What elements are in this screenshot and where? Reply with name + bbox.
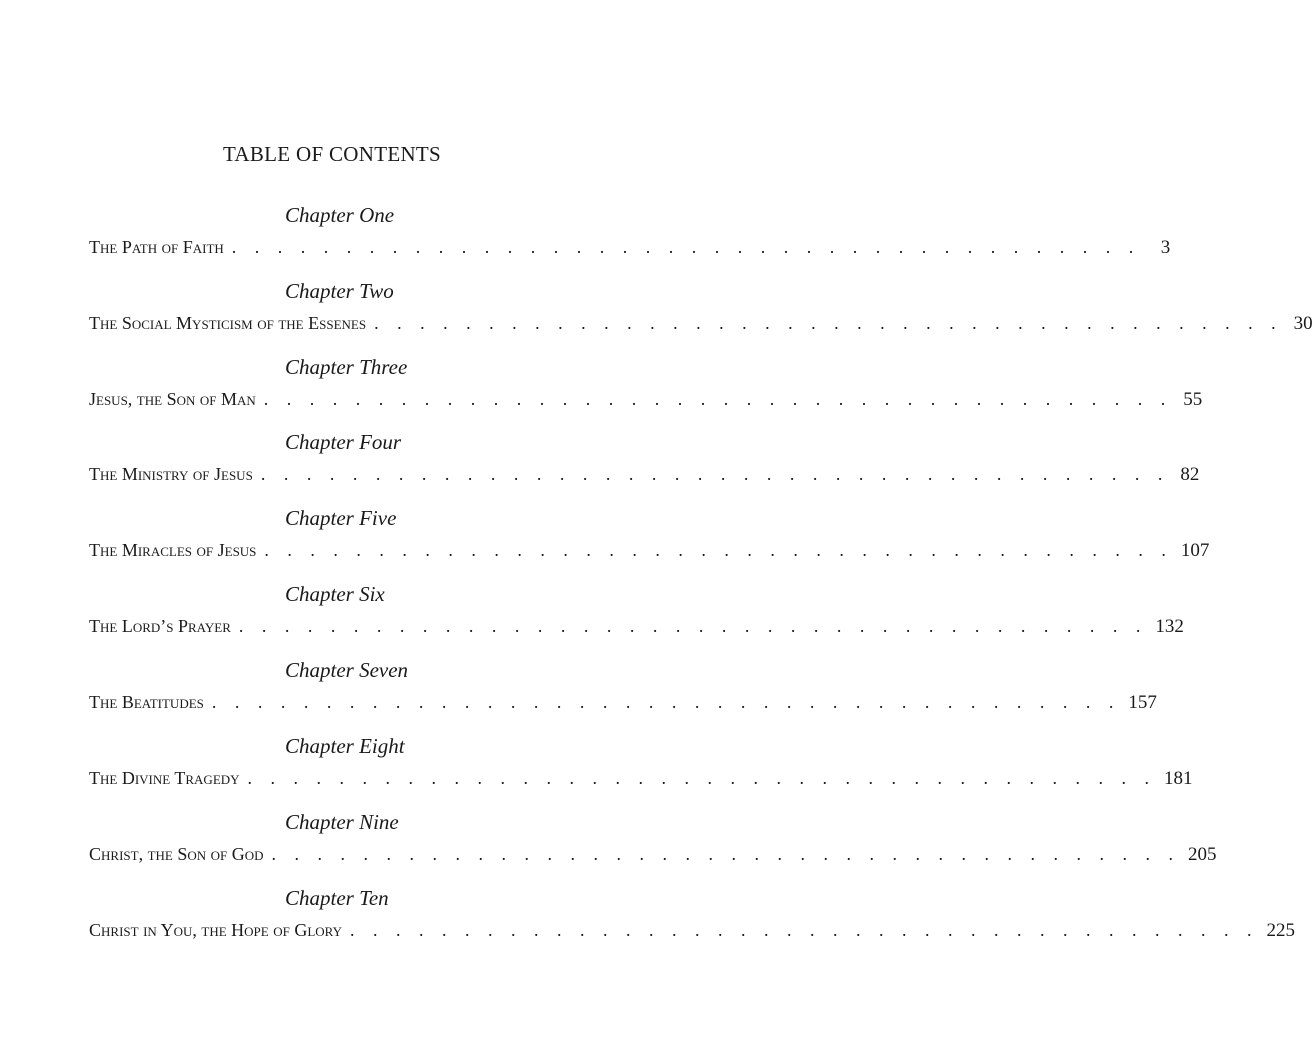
toc-entry: [89, 203, 1171, 279]
toc-entry: [89, 810, 1217, 886]
toc-entry: [89, 886, 1296, 962]
toc-line[interactable]: [89, 313, 1313, 335]
dot-leader: . . . . . . . . . . . . . . . . . . . . . . . . . . . . . . . . . . . . . . . .: [238, 616, 1148, 636]
page-number: 225: [1266, 920, 1296, 941]
chapter-label: Chapter Four: [285, 430, 402, 454]
chapter-label: Chapter Six: [285, 582, 385, 606]
chapter-label: Chapter Seven: [285, 658, 409, 682]
dot-leader: . . . . . . . . . . . . . . . . . . . . . . . . . . . . . . . . . . . . . . . .: [264, 540, 1173, 560]
toc-entry: [89, 430, 1200, 506]
toc-line[interactable]: [89, 540, 1210, 562]
toc-entry: [89, 279, 1313, 355]
toc-line[interactable]: [89, 464, 1200, 486]
chapter-title: The Beatitudes: [89, 692, 204, 712]
chapter-title: The Ministry of Jesus: [89, 464, 253, 484]
dot-leader: . . . . . . . . . . . . . . . . . . . . . . . . . . . . . . . . . . . . . . . .: [211, 692, 1121, 712]
chapter-label: Chapter Two: [285, 279, 394, 303]
page-number: 205: [1188, 844, 1217, 865]
chapter-label: Chapter Eight: [285, 734, 405, 758]
toc-line[interactable]: [89, 844, 1217, 866]
chapter-title: Jesus, the Son of Man: [89, 389, 256, 409]
chapter-title: The Lord’s Prayer: [89, 616, 231, 636]
page-number: 3: [1160, 237, 1171, 258]
dot-leader: . . . . . . . . . . . . . . . . . . . . . . . . . . . . . . . . . . . . . . . .: [231, 237, 1141, 257]
chapter-title: Christ in You, the Hope of Glory: [89, 920, 343, 940]
dot-leader: . . . . . . . . . . . . . . . . . . . . . . . . . . . . . . . . . . . . . . . .: [263, 389, 1173, 409]
chapter-label: Chapter One: [285, 203, 395, 227]
toc-entry: [89, 582, 1184, 658]
page-number: 107: [1180, 540, 1210, 561]
chapter-title: Christ, the Son of God: [89, 844, 264, 864]
page-number: 132: [1155, 616, 1184, 637]
page-title: TABLE OF CONTENTS: [222, 142, 442, 166]
dot-leader: . . . . . . . . . . . . . . . . . . . . . . . . . . . . . . . . . . . . . . . .: [247, 768, 1157, 788]
toc-line[interactable]: [89, 389, 1203, 411]
toc-line[interactable]: [89, 237, 1171, 259]
chapter-title: The Miracles of Jesus: [89, 540, 257, 560]
dot-leader: . . . . . . . . . . . . . . . . . . . . . . . . . . . . . . . . . . . . . . . .: [350, 920, 1259, 940]
page-number: 181: [1164, 768, 1193, 789]
chapter-title: The Divine Tragedy: [89, 768, 240, 788]
chapter-title: The Path of Faith: [89, 237, 224, 257]
toc-line[interactable]: [89, 920, 1296, 942]
dot-leader: . . . . . . . . . . . . . . . . . . . . . . . . . . . . . . . . . . . . . . . .: [271, 844, 1181, 864]
page-number: 30: [1293, 313, 1313, 334]
chapter-label: Chapter Five: [285, 506, 397, 530]
toc-entry: [89, 506, 1210, 582]
toc-entry: [89, 734, 1193, 810]
toc-line[interactable]: [89, 692, 1157, 714]
dot-leader: . . . . . . . . . . . . . . . . . . . . . . . . . . . . . . . . . . . . . . . .: [374, 313, 1283, 333]
toc-line[interactable]: [89, 768, 1193, 790]
dot-leader: . . . . . . . . . . . . . . . . . . . . . . . . . . . . . . . . . . . . . . . .: [260, 464, 1170, 484]
page-number: 82: [1180, 464, 1200, 485]
page-number: 55: [1183, 389, 1203, 410]
page-number: 157: [1128, 692, 1157, 713]
chapter-label: Chapter Three: [285, 355, 408, 379]
toc-line[interactable]: [89, 616, 1184, 638]
chapter-label: Chapter Ten: [285, 886, 389, 910]
toc-entry: [89, 355, 1203, 431]
chapter-label: Chapter Nine: [285, 810, 399, 834]
chapter-title: The Social Mysticism of the Essenes: [89, 313, 367, 333]
toc-entry: [89, 658, 1157, 734]
